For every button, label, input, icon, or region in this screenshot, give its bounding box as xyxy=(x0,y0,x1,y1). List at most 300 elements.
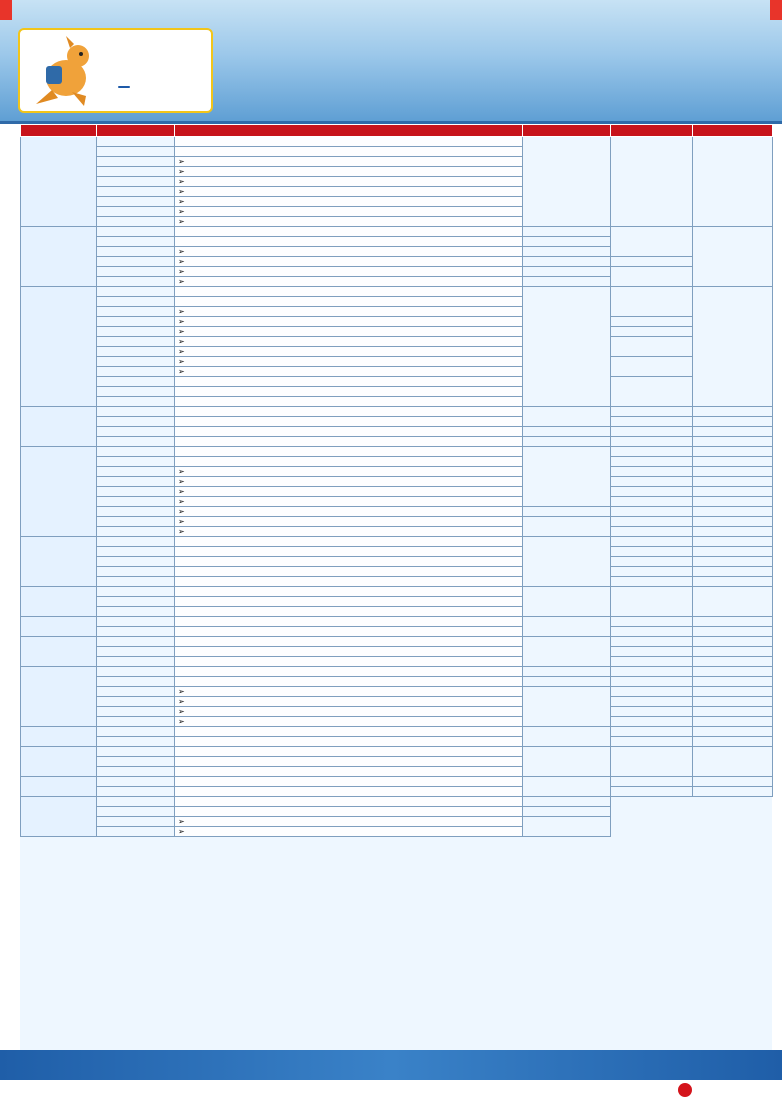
table-row xyxy=(21,547,773,557)
table-row xyxy=(21,727,773,737)
highlight-line xyxy=(175,467,523,477)
table-row xyxy=(21,647,773,657)
departure-date xyxy=(97,827,175,837)
bullet-icon: ➢ xyxy=(178,357,185,366)
direct-price xyxy=(693,687,773,697)
highlight-line xyxy=(175,207,523,217)
direct-price xyxy=(693,437,773,447)
peer-price xyxy=(611,227,693,257)
table-row xyxy=(21,717,773,727)
direct-price xyxy=(693,497,773,507)
highlight-line xyxy=(175,257,523,267)
highlight-line xyxy=(175,557,523,567)
table-row xyxy=(21,707,773,717)
highlight-line xyxy=(175,187,523,197)
airline xyxy=(523,637,611,667)
table-row xyxy=(21,507,773,517)
table-row xyxy=(21,617,773,627)
col-peer-price xyxy=(611,125,693,137)
direct-price xyxy=(693,747,773,777)
highlight-line xyxy=(175,657,523,667)
airline xyxy=(523,727,611,747)
table-row xyxy=(21,457,773,467)
table-row xyxy=(21,357,773,367)
peer-price xyxy=(611,537,693,547)
direct-price xyxy=(693,567,773,577)
airline xyxy=(523,817,611,837)
direct-price xyxy=(693,407,773,417)
departure-date xyxy=(97,277,175,287)
peer-price xyxy=(611,507,693,517)
peer-price xyxy=(611,447,693,457)
direct-price xyxy=(693,527,773,537)
highlight-line xyxy=(175,297,523,307)
peer-price xyxy=(611,637,693,647)
departure-date xyxy=(97,687,175,697)
highlight-line xyxy=(175,787,523,797)
departure-date xyxy=(97,627,175,637)
bullet-icon: ➢ xyxy=(178,497,185,506)
product-name xyxy=(21,637,97,667)
table-row xyxy=(21,317,773,327)
table-row xyxy=(21,627,773,637)
departure-date xyxy=(97,527,175,537)
airline xyxy=(523,287,611,407)
bullet-icon: ➢ xyxy=(178,247,185,256)
highlight-line xyxy=(175,457,523,467)
table-row xyxy=(21,557,773,567)
departure-date xyxy=(97,717,175,727)
highlight-line xyxy=(175,167,523,177)
table-row xyxy=(21,527,773,537)
table-row xyxy=(21,817,773,827)
peer-price xyxy=(611,267,693,287)
departure-date xyxy=(97,537,175,547)
table-row xyxy=(21,697,773,707)
table-row xyxy=(21,327,773,337)
highlight-line xyxy=(175,307,523,317)
product-name xyxy=(21,407,97,447)
bullet-icon: ➢ xyxy=(178,507,185,516)
highlight-line xyxy=(175,507,523,517)
direct-price xyxy=(693,657,773,667)
airline xyxy=(523,137,611,227)
highlight-line xyxy=(175,477,523,487)
kangaroo-mascot-icon xyxy=(26,36,106,108)
peer-price xyxy=(611,587,693,617)
contact-bar xyxy=(0,1050,782,1080)
highlight-line xyxy=(175,587,523,597)
table-row xyxy=(21,787,773,797)
peer-price xyxy=(611,497,693,507)
col-airline xyxy=(523,125,611,137)
departure-date xyxy=(97,227,175,237)
peer-price xyxy=(611,547,693,557)
table-row xyxy=(21,747,773,757)
table-row xyxy=(21,287,773,297)
table-row xyxy=(21,577,773,587)
bullet-icon: ➢ xyxy=(178,257,185,266)
airline xyxy=(523,227,611,237)
direct-price xyxy=(693,737,773,747)
highlight-line xyxy=(175,797,523,807)
direct-price xyxy=(693,137,773,227)
bullet-icon: ➢ xyxy=(178,167,185,176)
bullet-icon: ➢ xyxy=(178,177,185,186)
departure-date xyxy=(97,727,175,737)
direct-price xyxy=(693,557,773,567)
product-name xyxy=(21,727,97,747)
airline xyxy=(523,517,611,537)
departure-date xyxy=(97,817,175,827)
highlight-line xyxy=(175,247,523,257)
peer-price xyxy=(611,357,693,377)
table-row xyxy=(21,467,773,477)
bullet-icon: ➢ xyxy=(178,477,185,486)
direct-price xyxy=(693,727,773,737)
bullet-icon: ➢ xyxy=(178,487,185,496)
departure-date xyxy=(97,657,175,667)
departure-date xyxy=(97,207,175,217)
departure-date xyxy=(97,247,175,257)
highlight-line xyxy=(175,527,523,537)
departure-date xyxy=(97,187,175,197)
direct-price xyxy=(693,647,773,657)
direct-price xyxy=(693,577,773,587)
departure-date xyxy=(97,307,175,317)
departure-date xyxy=(97,697,175,707)
highlight-line xyxy=(175,237,523,247)
departure-date xyxy=(97,607,175,617)
peer-price xyxy=(611,407,693,417)
bullet-icon: ➢ xyxy=(178,327,185,336)
direct-price xyxy=(693,667,773,677)
highlight-line xyxy=(175,627,523,637)
airline xyxy=(523,447,611,507)
table-row xyxy=(21,487,773,497)
departure-date xyxy=(97,677,175,687)
highlight-line xyxy=(175,697,523,707)
peer-price xyxy=(611,337,693,357)
table-row xyxy=(21,447,773,457)
direct-price xyxy=(693,427,773,437)
departure-date xyxy=(97,237,175,247)
departure-date xyxy=(97,407,175,417)
departure-date xyxy=(97,567,175,577)
departure-date xyxy=(97,777,175,787)
bullet-icon: ➢ xyxy=(178,217,185,226)
highlight-line xyxy=(175,227,523,237)
airline xyxy=(523,257,611,267)
highlight-line xyxy=(175,767,523,777)
peer-price xyxy=(611,697,693,707)
peer-price xyxy=(611,687,693,697)
bullet-icon: ➢ xyxy=(178,817,185,826)
peer-price xyxy=(611,317,693,327)
table-row xyxy=(21,677,773,687)
departure-date xyxy=(97,507,175,517)
airline xyxy=(523,507,611,517)
highlight-line xyxy=(175,357,523,367)
departure-date xyxy=(97,157,175,167)
company-logo xyxy=(18,28,213,113)
bullet-icon: ➢ xyxy=(178,367,185,376)
product-name xyxy=(21,137,97,227)
direct-price xyxy=(693,787,773,797)
product-name xyxy=(21,747,97,777)
departure-date xyxy=(97,327,175,337)
peer-price xyxy=(611,437,693,447)
peer-price xyxy=(611,577,693,587)
departure-date xyxy=(97,617,175,627)
airline xyxy=(523,247,611,257)
highlight-line xyxy=(175,637,523,647)
highlight-line xyxy=(175,197,523,207)
bullet-icon: ➢ xyxy=(178,717,185,726)
table-row xyxy=(21,637,773,647)
departure-date xyxy=(97,667,175,677)
direct-price xyxy=(693,507,773,517)
highlight-line xyxy=(175,607,523,617)
bullet-icon: ➢ xyxy=(178,267,185,276)
tour-schedule-table xyxy=(20,124,772,1050)
departure-date xyxy=(97,387,175,397)
direct-price xyxy=(693,707,773,717)
table-row xyxy=(21,257,773,267)
peer-price xyxy=(611,717,693,727)
bullet-icon: ➢ xyxy=(178,307,185,316)
bullet-icon: ➢ xyxy=(178,157,185,166)
bullet-icon: ➢ xyxy=(178,197,185,206)
departure-date xyxy=(97,177,175,187)
airline xyxy=(523,437,611,447)
table-row xyxy=(21,737,773,747)
bullet-icon: ➢ xyxy=(178,347,185,356)
airline xyxy=(523,677,611,687)
peer-price xyxy=(611,417,693,427)
product-name xyxy=(21,777,97,797)
peer-price xyxy=(611,257,693,267)
peer-price xyxy=(611,647,693,657)
direct-price xyxy=(693,777,773,787)
departure-date xyxy=(97,197,175,207)
table-row xyxy=(21,437,773,447)
direct-price xyxy=(693,627,773,637)
airline xyxy=(523,667,611,677)
highlight-line xyxy=(175,757,523,767)
peer-price xyxy=(611,787,693,797)
direct-price xyxy=(693,547,773,557)
table-row xyxy=(21,227,773,237)
direct-price xyxy=(693,677,773,687)
departure-date xyxy=(97,377,175,387)
highlight-line xyxy=(175,497,523,507)
departure-date xyxy=(97,477,175,487)
product-name xyxy=(21,617,97,637)
highlight-line xyxy=(175,717,523,727)
highlight-line xyxy=(175,337,523,347)
product-name xyxy=(21,537,97,587)
direct-price xyxy=(693,457,773,467)
airline xyxy=(523,267,611,277)
direct-price xyxy=(693,447,773,457)
highlight-line xyxy=(175,547,523,557)
highlight-line xyxy=(175,367,523,377)
peer-price xyxy=(611,377,693,407)
table-row xyxy=(21,667,773,677)
col-product xyxy=(21,125,97,137)
peer-price xyxy=(611,707,693,717)
airline xyxy=(523,807,611,817)
direct-price xyxy=(693,417,773,427)
ad-label-left xyxy=(0,0,12,20)
peer-price xyxy=(611,667,693,677)
product-name xyxy=(21,227,97,287)
logo-tagline xyxy=(118,86,130,88)
airline xyxy=(523,427,611,437)
direct-price xyxy=(693,537,773,547)
highlight-line xyxy=(175,817,523,827)
table-row xyxy=(21,517,773,527)
bullet-icon: ➢ xyxy=(178,207,185,216)
highlight-line xyxy=(175,387,523,397)
peer-price xyxy=(611,557,693,567)
departure-date xyxy=(97,337,175,347)
table-row xyxy=(21,797,773,807)
bullet-icon: ➢ xyxy=(178,317,185,326)
highlight-line xyxy=(175,447,523,457)
highlight-line xyxy=(175,417,523,427)
departure-date xyxy=(97,437,175,447)
direct-price xyxy=(693,477,773,487)
highlight-line xyxy=(175,407,523,417)
departure-date xyxy=(97,297,175,307)
highlight-line xyxy=(175,827,523,837)
peer-price xyxy=(611,477,693,487)
table-row xyxy=(21,687,773,697)
table-row xyxy=(21,417,773,427)
table-header-row xyxy=(21,125,773,137)
airline xyxy=(523,407,611,427)
departure-date xyxy=(97,427,175,437)
direct-price xyxy=(693,287,773,407)
peer-price xyxy=(611,517,693,527)
table-row xyxy=(21,377,773,387)
highlight-line xyxy=(175,327,523,337)
bullet-icon: ➢ xyxy=(178,707,185,716)
peer-price xyxy=(611,327,693,337)
bullet-icon: ➢ xyxy=(178,467,185,476)
product-name xyxy=(21,287,97,407)
airline xyxy=(523,537,611,587)
peer-price xyxy=(611,487,693,497)
peer-price xyxy=(611,737,693,747)
departure-date xyxy=(97,147,175,157)
departure-date xyxy=(97,597,175,607)
departure-date xyxy=(97,257,175,267)
highlight-line xyxy=(175,747,523,757)
departure-date xyxy=(97,547,175,557)
departure-date xyxy=(97,587,175,597)
airline xyxy=(523,747,611,777)
peer-price xyxy=(611,467,693,477)
bullet-icon: ➢ xyxy=(178,187,185,196)
departure-date xyxy=(97,517,175,527)
airline xyxy=(523,617,611,637)
highlight-line xyxy=(175,317,523,327)
bullet-icon: ➢ xyxy=(178,687,185,696)
table-row xyxy=(21,777,773,787)
airline xyxy=(523,277,611,287)
departure-date xyxy=(97,457,175,467)
highlight-line xyxy=(175,727,523,737)
departure-date xyxy=(97,167,175,177)
highlight-line xyxy=(175,687,523,697)
highlight-line xyxy=(175,737,523,747)
highlight-line xyxy=(175,777,523,787)
airline xyxy=(523,797,611,807)
departure-date xyxy=(97,217,175,227)
table-row xyxy=(21,567,773,577)
header-banner xyxy=(0,0,782,124)
departure-date xyxy=(97,637,175,647)
bullet-icon: ➢ xyxy=(178,517,185,526)
highlight-line xyxy=(175,137,523,147)
peer-price xyxy=(611,777,693,787)
peer-price xyxy=(611,137,693,227)
peer-price xyxy=(611,527,693,537)
highlight-line xyxy=(175,677,523,687)
departure-date xyxy=(97,397,175,407)
highlight-line xyxy=(175,147,523,157)
table-row xyxy=(21,827,773,837)
departure-date xyxy=(97,317,175,327)
direct-price xyxy=(693,227,773,287)
highlight-line xyxy=(175,217,523,227)
highlight-line xyxy=(175,397,523,407)
peer-price xyxy=(611,657,693,667)
highlight-line xyxy=(175,597,523,607)
peer-price xyxy=(611,457,693,467)
departure-date xyxy=(97,707,175,717)
direct-price xyxy=(693,517,773,527)
bullet-icon: ➢ xyxy=(178,827,185,836)
product-name xyxy=(21,797,97,837)
direct-price xyxy=(693,637,773,647)
highlight-line xyxy=(175,537,523,547)
table-row xyxy=(21,427,773,437)
airline xyxy=(523,237,611,247)
table-row xyxy=(21,807,773,817)
table-row xyxy=(21,267,773,277)
product-name xyxy=(21,447,97,537)
bullet-icon: ➢ xyxy=(178,697,185,706)
departure-date xyxy=(97,357,175,367)
departure-date xyxy=(97,487,175,497)
col-direct-price xyxy=(693,125,773,137)
bullet-icon: ➢ xyxy=(178,277,185,286)
departure-date xyxy=(97,467,175,477)
airline xyxy=(523,687,611,727)
departure-date xyxy=(97,647,175,657)
page-footer xyxy=(0,1080,782,1100)
highlight-line xyxy=(175,517,523,527)
departure-date xyxy=(97,757,175,767)
airline xyxy=(523,587,611,617)
table-row xyxy=(21,657,773,667)
direct-price xyxy=(693,587,773,617)
table-row xyxy=(21,587,773,597)
